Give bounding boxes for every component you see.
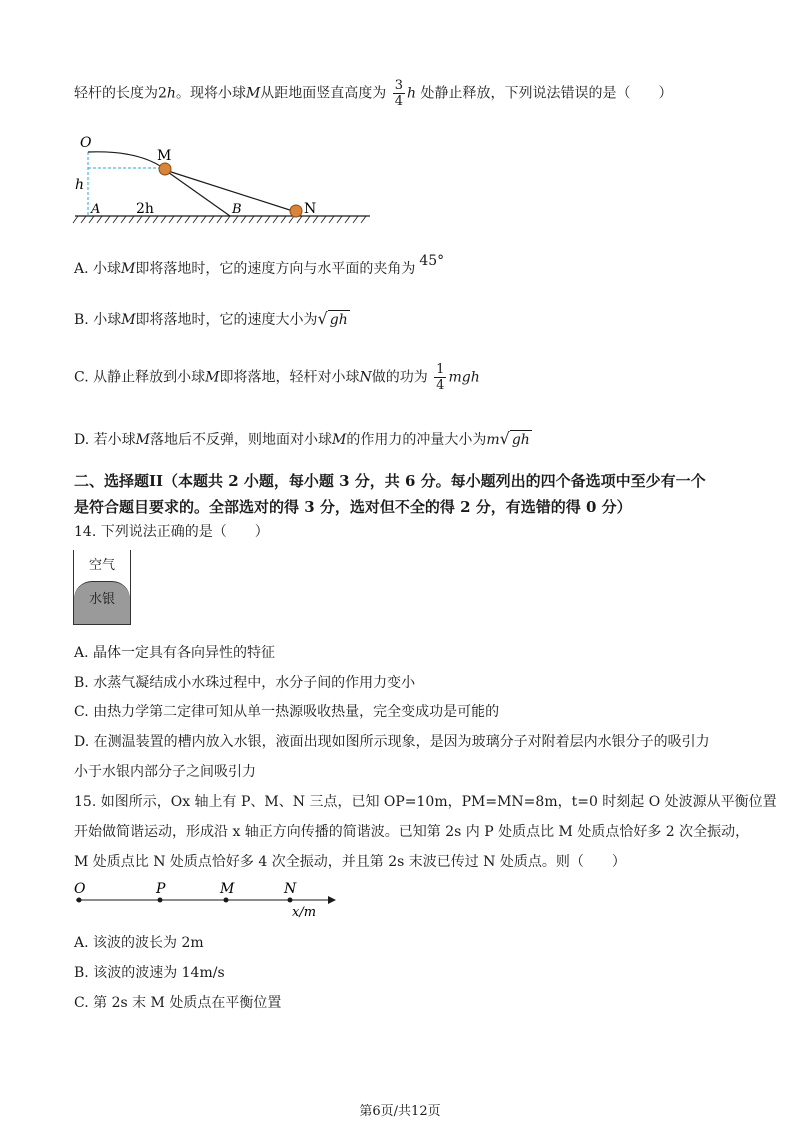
label-P: P [156,881,166,897]
q15-stem-3: M 处质点比 N 处质点恰好多 4 次全振动，并且第 2s 末波已传过 N 处质点。则（ ） [74,854,626,870]
axis-label: x/m [292,905,317,920]
q13-intro-text-a: 轻杆的长度为2 [74,85,167,102]
q15-option-a: A. 该波的波长为 2m [74,935,204,951]
q15-stem-2: 开始做简谐运动，形成沿 x 轴正方向传播的简谐波。已知第 2s 内 P 处质点比 M 处质点恰好多 2 次全振动， [74,824,750,840]
q13-optc-fraction: $\frac{1}{4}$ [436,362,445,393]
ground-hatch [73,216,366,223]
q13-intro-text-d: 处静止释放，下列说法错误的是（ ） [420,85,673,102]
rod-MN [165,170,296,212]
angle-value: 45° [419,253,445,269]
label-air: 空气 [88,558,115,573]
q13-option-c: C. 从静止释放到小球M即将落地，轻杆对小球N做的功为 $\frac{1}{4}$ mgh [74,362,480,393]
section2-line1: 二、选择题II（本题共 2 小题，每小题 3 分，共 6 分。每小题列出的四个备选项中至少有一个 [74,472,706,490]
arc-path [88,152,166,170]
page-number: 第6页/共12页 [359,1104,441,1119]
label-N: N [304,201,317,217]
q13-intro [74,78,673,109]
x-axis-arrow-icon [328,896,336,904]
label-A: A [91,202,101,217]
label-M: M [157,148,172,164]
q14-option-c: C. 由热力学第二定律可知从单一热源吸收热量，完全变成功是可能的 [74,704,500,720]
label-mercury: 水银 [88,592,115,607]
q13-figure [70,130,380,230]
q13-intro-text-c: 从距地面竖直高度为 [260,85,387,102]
q14-stem: 14. 下列说法正确的是（ ） [74,524,269,540]
q13-option-b: B. 小球M即将落地时，它的速度大小为√ gh [74,309,348,328]
q15-stem-1: 15. 如图所示，Ox 轴上有 P、M、N 三点，已知 OP=10m，PM=MN=8m，t=0 时刻起 O 处波源从平衡位置 [74,794,777,810]
q14-option-d-line2: 小于水银内部分子之间吸引力 [74,764,256,780]
label-h: h [75,177,85,193]
label-N: N [284,881,297,897]
q15-option-c: C. 第 2s 末 M 处质点在平衡位置 [74,995,282,1011]
label-O: O [80,135,92,151]
q13-intro-h: h [166,85,176,102]
q13-frac-var: h [407,85,417,102]
section2-line2: 是符合题目要求的。全部选对的得 3 分，选对但不全的得 2 分，有选错的得 0 分） [74,498,632,516]
q15-option-b: B. 该波的波速为 14m/s [74,965,225,981]
q14-option-d-line1: D. 在测温装置的槽内放入水银，液面出现如图所示现象，是因为玻璃分子对附着层内水银分子的吸引力 [74,734,710,750]
label-2h: 2h [136,201,154,217]
q15-figure [70,880,350,920]
rod-MB [165,170,230,216]
ball-M [159,163,171,175]
ball-N [290,205,302,217]
label-B: B [232,202,242,217]
label-M: M [220,881,235,897]
q13-option-d: D. 若小球M落地后不反弹，则地面对小球M的作用力的冲量大小为m√ gh [74,429,530,448]
point-O [77,898,82,903]
q14-figure [73,550,131,625]
point-M [224,898,229,903]
label-O: O [74,881,86,897]
q13-intro-M: M [245,85,261,102]
q13-fraction: $\frac{3}{4}$ [394,78,404,109]
sqrt-icon: √ [317,309,328,328]
q14-option-a: A. 晶体一定具有各向异性的特征 [74,645,276,661]
q13-intro-text-b: 。现将小球 [175,85,246,102]
point-N [288,898,293,903]
sqrt-icon: √ [499,429,510,448]
point-P [158,898,163,903]
q13-option-a: A. 小球M即将落地时，它的速度方向与水平面的夹角为 45° [74,253,445,277]
q14-option-b: B. 水蒸气凝结成小水珠过程中，水分子间的作用力变小 [74,675,416,691]
